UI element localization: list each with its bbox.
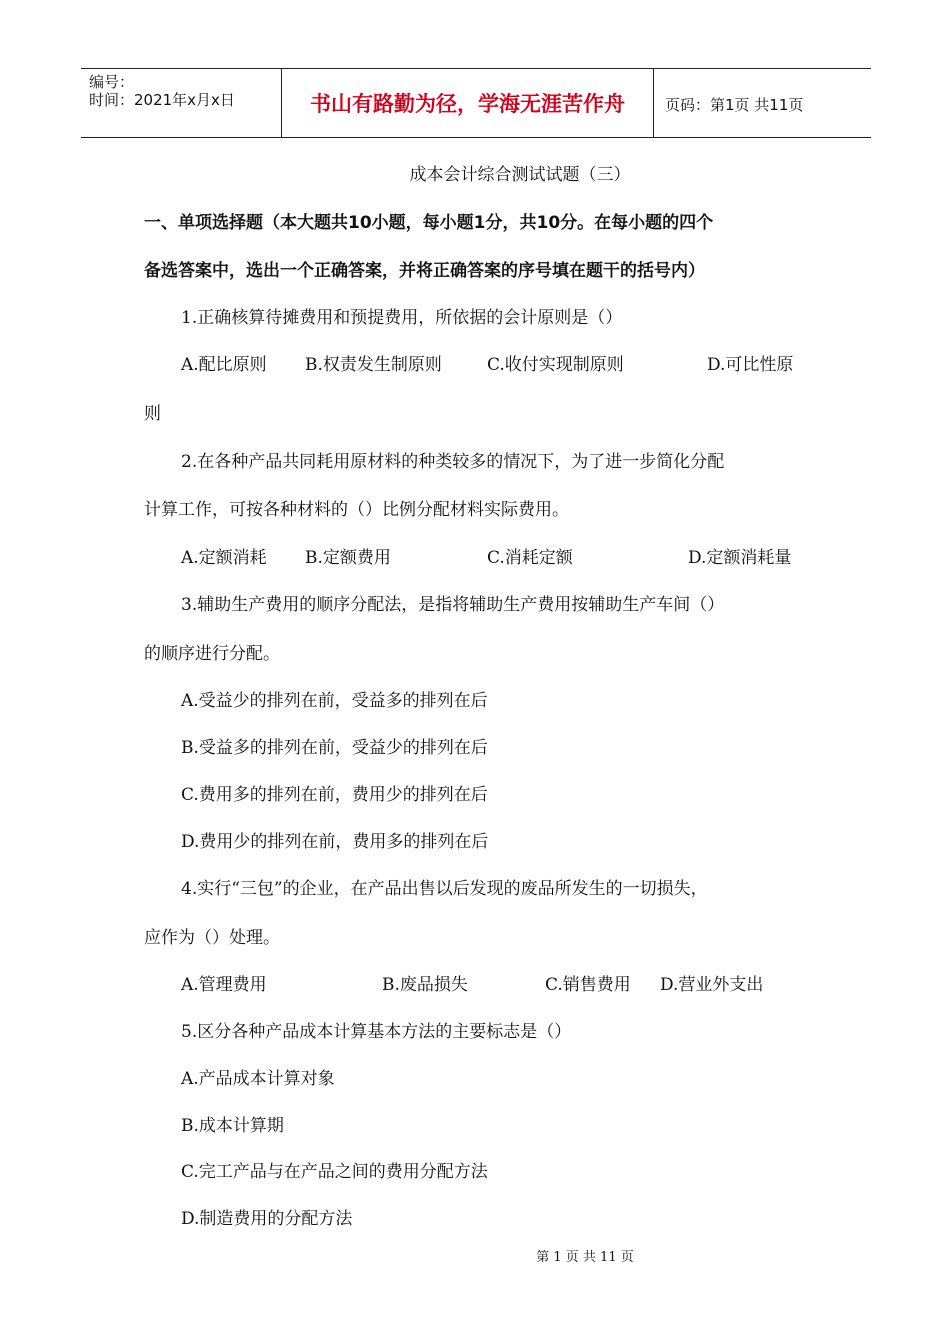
question-1-option-d: D.可比性原 (707, 355, 794, 375)
question-1-stem: 1.正确核算待摊费用和预提费用，所依据的会计原则是（） (181, 308, 623, 328)
question-2-stem-cont: 计算工作，可按各种材料的（）比例分配材料实际费用。 (144, 500, 569, 520)
header-slogan: 书山有路勤为径，学海无涯苦作舟 (310, 92, 625, 116)
time-label: 时间：2021年x月x日 (89, 91, 235, 109)
question-3-option-a: A.受益少的排列在前，受益多的排列在后 (181, 691, 488, 711)
question-2-option-b: B.定额费用 (305, 548, 391, 568)
question-4-option-d: D.营业外支出 (660, 975, 764, 995)
question-1-option-b: B.权责发生制原则 (305, 355, 442, 375)
question-5-stem: 5.区分各种产品成本计算基本方法的主要标志是（） (181, 1022, 572, 1042)
question-4-option-b: B.废品损失 (382, 975, 468, 995)
question-3-option-c: C.费用多的排列在前，费用少的排列在后 (181, 785, 488, 805)
question-4-option-c: C.销售费用 (545, 975, 631, 995)
header-page-info: 页码：第1页 共11页 (665, 96, 804, 114)
header-left (89, 73, 235, 109)
question-2-option-d: D.定额消耗量 (688, 548, 792, 568)
question-4-stem: 4.实行“三包”的企业，在产品出售以后发现的废品所发生的一切损失， (181, 879, 708, 899)
question-2-option-a: A.定额消耗 (181, 548, 267, 568)
question-3-option-d: D.费用少的排列在前，费用多的排列在后 (181, 832, 489, 852)
question-3-stem-cont: 的顺序进行分配。 (144, 644, 280, 664)
question-2-option-c: C.消耗定额 (487, 548, 573, 568)
page-footer: 第 1 页 共 11 页 (536, 1250, 634, 1265)
question-4-stem-cont: 应作为（）处理。 (144, 928, 280, 948)
question-5-option-b: B.成本计算期 (181, 1116, 284, 1136)
question-1-option-a: A.配比原则 (181, 355, 267, 375)
question-3-stem: 3.辅助生产费用的顺序分配法，是指将辅助生产费用按辅助生产车间（） (181, 595, 725, 615)
question-2-stem: 2.在各种产品共同耗用原材料的种类较多的情况下，为了进一步简化分配 (181, 452, 725, 472)
number-label: 编号： (89, 73, 135, 91)
section-heading-cont: 备选答案中，选出一个正确答案，并将正确答案的序号填在题干的括号内） (144, 261, 705, 281)
question-5-option-a: A.产品成本计算对象 (181, 1069, 335, 1089)
section-heading: 一、单项选择题（本大题共10小题，每小题1分，共10分。在每小题的四个 (144, 213, 714, 233)
question-4-option-a: A.管理费用 (181, 975, 267, 995)
question-5-option-c: C.完工产品与在产品之间的费用分配方法 (181, 1162, 488, 1182)
header-divider (653, 69, 654, 137)
question-1-option-c: C.收付实现制原则 (487, 355, 624, 375)
question-1-option-d-cont: 则 (144, 404, 161, 424)
document-title: 成本会计综合测试试题（三） (409, 165, 631, 185)
question-5-option-d: D.制造费用的分配方法 (181, 1209, 353, 1229)
question-3-option-b: B.受益多的排列在前，受益少的排列在后 (181, 738, 488, 758)
page-header (81, 68, 871, 138)
